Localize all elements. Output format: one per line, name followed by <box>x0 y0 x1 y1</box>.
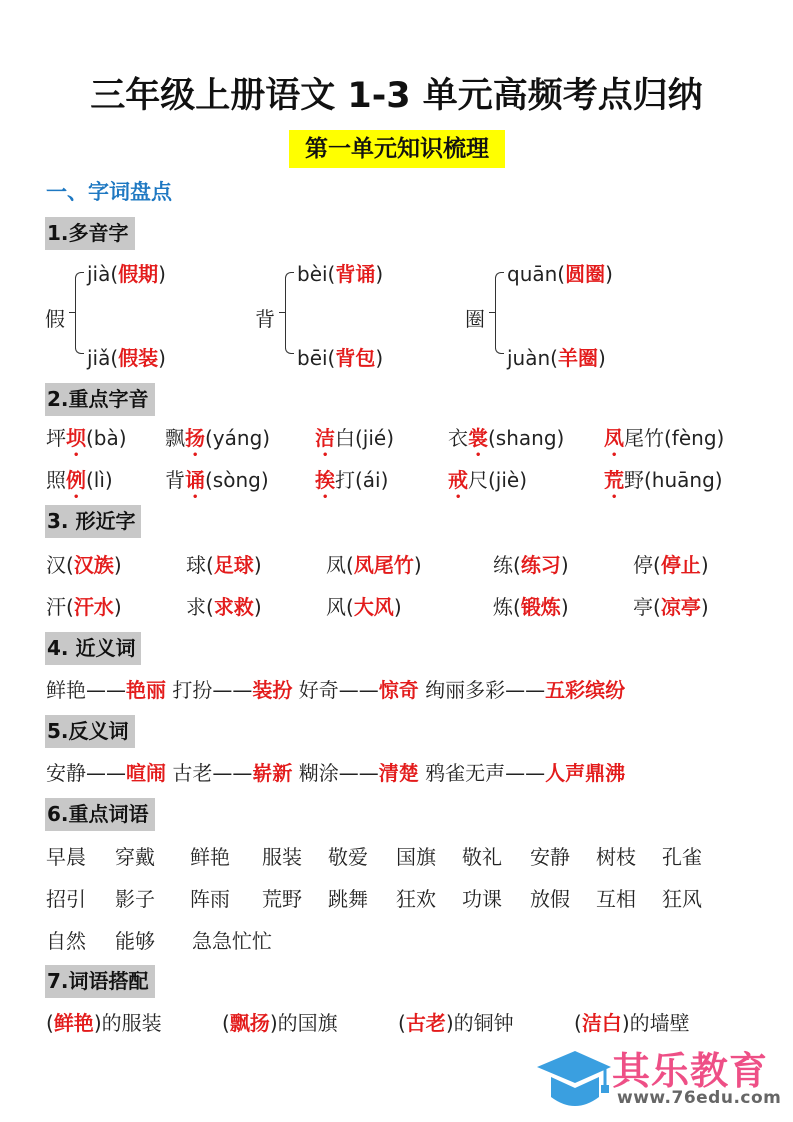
text-segment: ) <box>253 595 262 619</box>
text-segment: 好奇—— <box>292 678 379 702</box>
pronunciation-item <box>604 465 723 503</box>
pronunciation-item <box>315 423 394 461</box>
key-word: 鲜艳 <box>190 845 230 869</box>
text-segment: ) <box>253 553 262 577</box>
text-segment: (shang) <box>488 426 565 450</box>
text-segment: ) <box>413 553 422 577</box>
page-title: 三年级上册语文 1-3 单元高频考点归纳 <box>90 76 703 116</box>
text-segment: ) <box>560 553 569 577</box>
reading-bottom <box>297 342 383 371</box>
text-segment: ) <box>700 553 709 577</box>
reading-bottom <box>87 342 166 371</box>
heading-pronunciation: 2.重点字音 <box>45 383 155 416</box>
polyphone-char: 背 <box>255 307 275 331</box>
pronunciation-item <box>165 465 269 503</box>
text-segment: ) <box>113 595 122 619</box>
text-segment: (sòng) <box>205 468 269 492</box>
collocation-item <box>398 1008 514 1038</box>
heading-synonyms: 4. 近义词 <box>45 632 141 665</box>
highlight-text: 假装 <box>118 346 159 370</box>
highlight-text: 古老 <box>405 1011 446 1035</box>
text-segment: ) <box>158 262 166 286</box>
heading-collocations: 7.词语搭配 <box>45 965 155 998</box>
similar-char-item <box>326 550 422 580</box>
bracket <box>495 272 504 354</box>
key-word: 树枝 <box>596 845 636 869</box>
key-word: 国旗 <box>396 845 436 869</box>
polyphone-char: 圈 <box>465 307 485 331</box>
similar-char-item <box>493 592 569 622</box>
highlight-text: 练习 <box>520 553 561 577</box>
text-segment: 照 <box>46 468 66 492</box>
heading-antonyms: 5.反义词 <box>45 715 135 748</box>
highlight-text: 惊奇 <box>378 678 419 702</box>
collocation-item <box>574 1008 690 1038</box>
highlight-text: 洁 <box>315 426 335 450</box>
key-word: 招引 <box>46 887 86 911</box>
pronunciation-item <box>315 465 388 503</box>
text-segment: bēi( <box>297 346 336 370</box>
text-segment: 古老—— <box>166 761 253 785</box>
key-word: 阵雨 <box>190 887 230 911</box>
text-segment: ) <box>597 346 606 370</box>
highlight-text: 裳 <box>468 426 488 450</box>
text-segment: quān( <box>507 262 566 286</box>
key-word: 敬礼 <box>462 845 502 869</box>
text-segment: 球( <box>186 553 214 577</box>
text-segment: 打扮—— <box>166 678 253 702</box>
similar-char-item <box>186 550 262 580</box>
text-segment: ( <box>222 1011 230 1035</box>
text-segment: ) <box>158 346 166 370</box>
key-word: 功课 <box>462 887 502 911</box>
text-segment: 凤( <box>326 553 354 577</box>
text-segment: 背 <box>165 468 185 492</box>
text-segment: )的国旗 <box>269 1011 338 1035</box>
highlight-text: 凉亭 <box>660 595 701 619</box>
highlight-text: 喧闹 <box>126 761 166 785</box>
logo-name: 其乐教育 <box>612 1049 769 1093</box>
key-word: 服装 <box>262 845 302 869</box>
similar-char-item <box>326 592 402 622</box>
reading-bottom <box>507 342 606 371</box>
text-segment: 野(huāng) <box>624 468 723 492</box>
similar-char-item <box>633 550 709 580</box>
similar-char-item <box>46 592 122 622</box>
highlight-text: 装扮 <box>252 678 293 702</box>
synonyms-line <box>46 675 625 705</box>
highlight-text: 背包 <box>335 346 376 370</box>
text-segment: 汉( <box>46 553 74 577</box>
text-segment: ) <box>375 262 384 286</box>
key-word: 敬爱 <box>328 845 368 869</box>
highlight-text: 凤 <box>604 426 624 450</box>
highlight-text: 挨 <box>315 468 335 492</box>
text-segment: (lì) <box>86 468 113 492</box>
highlight-text: 飘扬 <box>229 1011 270 1035</box>
key-word: 放假 <box>530 887 570 911</box>
highlight-text: 汗水 <box>73 595 114 619</box>
highlight-text: 人声鼎沸 <box>545 761 626 785</box>
text-segment: jiǎ( <box>87 346 119 370</box>
key-word: 自然 <box>46 929 86 953</box>
highlight-text: 荒 <box>604 468 624 492</box>
text-segment: ( <box>574 1011 582 1035</box>
text-segment: 绚丽多彩—— <box>418 678 546 702</box>
text-segment: 汗( <box>46 595 74 619</box>
text-segment: 坪 <box>46 426 66 450</box>
collocation-item <box>46 1008 162 1038</box>
key-word: 跳舞 <box>328 887 368 911</box>
key-word: 互相 <box>596 887 636 911</box>
graduation-cap-icon <box>535 1045 613 1113</box>
highlight-text: 锻炼 <box>520 595 561 619</box>
logo-url: www.76edu.com <box>617 1088 782 1108</box>
highlight-text: 例 <box>66 468 86 492</box>
text-segment: bèi( <box>297 262 336 286</box>
text-segment: ) <box>393 595 402 619</box>
text-segment: 停( <box>633 553 661 577</box>
text-segment: (yáng) <box>205 426 271 450</box>
highlight-text: 停止 <box>660 553 701 577</box>
key-word: 孔雀 <box>662 845 702 869</box>
text-segment: ) <box>605 262 613 286</box>
text-segment: 鲜艳—— <box>46 678 126 702</box>
pronunciation-item <box>604 423 724 461</box>
text-segment: 尺(jiè) <box>468 468 528 492</box>
highlight-text: 扬 <box>185 426 205 450</box>
key-word: 穿戴 <box>115 845 155 869</box>
similar-char-item <box>633 592 709 622</box>
text-segment: )的服装 <box>93 1011 162 1035</box>
highlight-text: 崭新 <box>252 761 293 785</box>
text-segment: ) <box>113 553 122 577</box>
key-word: 狂欢 <box>396 887 436 911</box>
bracket-tick <box>279 312 286 313</box>
reading-top <box>297 258 383 287</box>
text-segment: 飘 <box>165 426 185 450</box>
highlight-text: 坝 <box>66 426 86 450</box>
key-word: 荒野 <box>262 887 302 911</box>
text-segment: 鸦雀无声—— <box>418 761 546 785</box>
text-segment: juàn( <box>507 346 558 370</box>
text-segment: )的墙壁 <box>621 1011 690 1035</box>
collocation-item <box>222 1008 338 1038</box>
highlight-text: 清楚 <box>378 761 419 785</box>
text-segment: ) <box>700 595 709 619</box>
text-segment: 风( <box>326 595 354 619</box>
text-segment: 糊涂—— <box>292 761 379 785</box>
bracket <box>75 272 84 354</box>
highlight-text: 羊圈 <box>557 346 598 370</box>
highlight-text: 大风 <box>353 595 394 619</box>
highlight-text: 凤尾竹 <box>353 553 414 577</box>
text-segment: 练( <box>493 553 521 577</box>
key-word: 能够 <box>115 929 155 953</box>
text-segment: ) <box>560 595 569 619</box>
key-word: 早晨 <box>46 845 86 869</box>
pronunciation-item <box>46 465 113 503</box>
bracket-tick <box>489 312 496 313</box>
text-segment: jià( <box>87 262 119 286</box>
highlight-text: 圆圈 <box>565 262 606 286</box>
antonyms-line <box>46 758 625 788</box>
key-word: 安静 <box>530 845 570 869</box>
highlight-text: 背诵 <box>335 262 376 286</box>
similar-char-item <box>186 592 262 622</box>
highlight-text: 戒 <box>448 468 468 492</box>
highlight-text: 足球 <box>213 553 254 577</box>
bracket <box>285 272 294 354</box>
text-segment: ( <box>46 1011 54 1035</box>
text-segment: 安静—— <box>46 761 126 785</box>
highlight-text: 洁白 <box>581 1011 622 1035</box>
heading-polyphones: 1.多音字 <box>45 217 135 250</box>
heading-similar-chars: 3. 形近字 <box>45 505 141 538</box>
text-segment: 打(ái) <box>335 468 389 492</box>
text-segment: (bà) <box>86 426 127 450</box>
text-segment: 白(jié) <box>335 426 395 450</box>
text-segment: 亭( <box>633 595 661 619</box>
text-segment: ( <box>398 1011 406 1035</box>
unit-subtitle: 第一单元知识梳理 <box>289 130 505 168</box>
highlight-text: 求救 <box>213 595 254 619</box>
highlight-text: 假期 <box>118 262 159 286</box>
highlight-text: 鲜艳 <box>53 1011 94 1035</box>
similar-char-item <box>493 550 569 580</box>
highlight-text: 五彩缤纷 <box>545 678 626 702</box>
similar-char-item <box>46 550 122 580</box>
text-segment: 尾竹(fèng) <box>624 426 725 450</box>
text-segment: )的铜钟 <box>445 1011 514 1035</box>
pronunciation-item <box>46 423 127 461</box>
highlight-text: 诵 <box>185 468 205 492</box>
pronunciation-item <box>165 423 270 461</box>
text-segment: 求( <box>186 595 214 619</box>
bracket-tick <box>69 312 76 313</box>
highlight-text: 艳丽 <box>126 678 166 702</box>
pronunciation-item <box>448 465 527 503</box>
pronunciation-item <box>448 423 564 461</box>
reading-top <box>87 258 166 287</box>
heading-key-words: 6.重点词语 <box>45 798 155 831</box>
text-segment: 衣 <box>448 426 468 450</box>
text-segment: ) <box>375 346 384 370</box>
section-heading: 一、字词盘点 <box>46 180 172 204</box>
highlight-text: 汉族 <box>73 553 114 577</box>
key-word: 急急忙忙 <box>192 929 272 953</box>
key-word: 影子 <box>115 887 155 911</box>
key-word: 狂风 <box>662 887 702 911</box>
reading-top <box>507 258 613 287</box>
text-segment: 炼( <box>493 595 521 619</box>
polyphone-char: 假 <box>45 307 65 331</box>
